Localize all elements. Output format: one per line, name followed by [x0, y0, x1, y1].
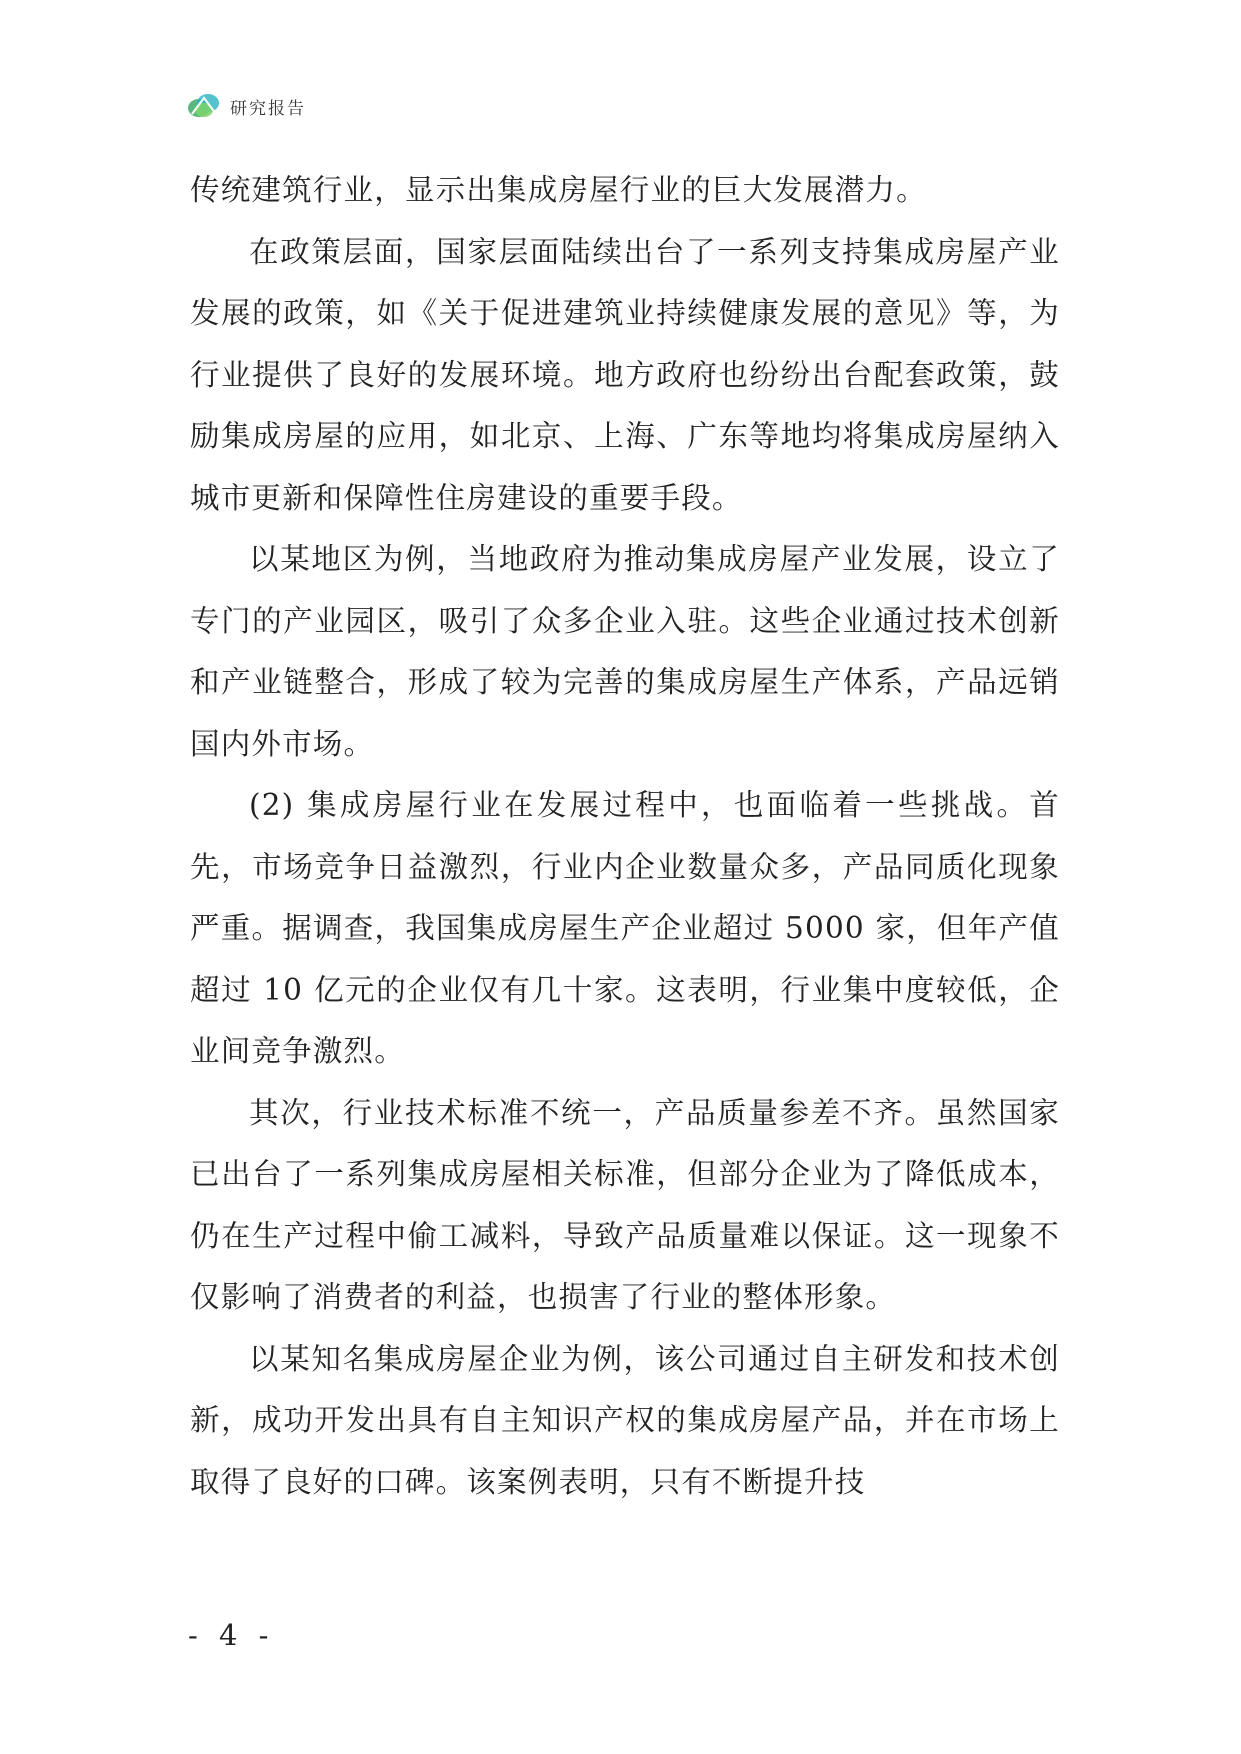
document-body — [190, 160, 1060, 1513]
paragraph-policy: 在政策层面，国家层面陆续出台了一系列支持集成房屋产业发展的政策，如《关于促进建筑业持续健康发展的意见》等，为行业提供了良好的发展环境。地方政府也纷纷出台配套政策，鼓励集成房屋的应用，如北京、上海、广东等地均将集成房屋纳入城市更新和保障性住房建设的重要手段。 — [190, 234, 1060, 515]
page-header — [186, 88, 306, 124]
page-number: - 4 - — [188, 1618, 275, 1652]
leaf-logo-icon — [186, 88, 222, 124]
paragraph-continuation: 传统建筑行业，显示出集成房屋行业的巨大发展潜力。 — [190, 173, 927, 207]
paragraph-company-example: 以某知名集成房屋企业为例，该公司通过自主研发和技术创新，成功开发出具有自主知识产权的集成房屋产品，并在市场上取得了良好的口碑。该案例表明，只有不断提升技 — [190, 1341, 1060, 1499]
paragraph-challenges: (2) 集成房屋行业在发展过程中，也面临着一些挑战。首先，市场竞争日益激烈，行业内企业数量众多，产品同质化现象严重。据调查，我国集成房屋生产企业超过 5000 家，但年产值超过 10 亿元的企业仅有几十家。这表明，行业集中度较低，企业间竞争激烈。 — [190, 788, 1060, 1068]
header-title: 研究报告 — [230, 98, 306, 119]
paragraph-regional-example: 以某地区为例，当地政府为推动集成房屋产业发展，设立了专门的产业园区，吸引了众多企业入驻。这些企业通过技术创新和产业链整合，形成了较为完善的集成房屋生产体系，产品远销国内外市场。 — [190, 542, 1060, 761]
paragraph-standards: 其次，行业技术标准不统一，产品质量参差不齐。虽然国家已出台了一系列集成房屋相关标准，但部分企业为了降低成本，仍在生产过程中偷工减料，导致产品质量难以保证。这一现象不仅影响了消费者的利益，也损害了行业的整体形象。 — [190, 1095, 1060, 1314]
